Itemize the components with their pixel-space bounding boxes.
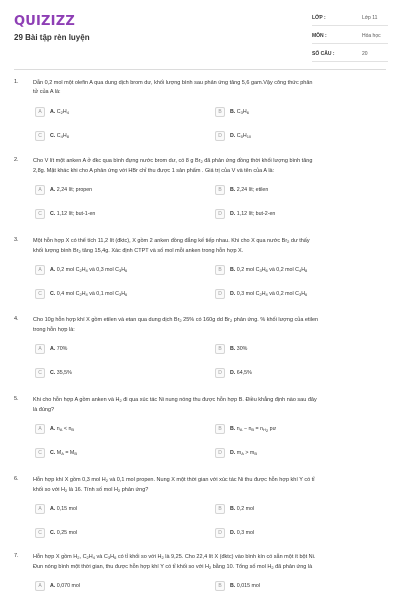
meta-row-class (312, 10, 388, 26)
answer-option-d[interactable] (215, 446, 373, 462)
option-letter-badge: A (35, 344, 45, 354)
answer-option-b[interactable] (215, 263, 373, 279)
answer-option-b[interactable] (215, 342, 373, 358)
question-text (33, 476, 388, 495)
option-text: A. $n_A < n_B$ (50, 426, 75, 432)
question-number: 4. (14, 316, 19, 322)
option-letter-badge: A (35, 504, 45, 514)
option-letter-badge: D (215, 368, 225, 378)
option-text: C. $C_4H_8$ (50, 133, 69, 139)
worksheet-header (0, 0, 400, 68)
option-letter-badge: D (215, 209, 225, 219)
option-text: C. $M_A = M_B$ (50, 450, 77, 456)
option-letter-badge: C (35, 289, 45, 299)
option-letter-badge: A (35, 107, 45, 117)
meta-key: SỐ CÂU : (312, 51, 335, 57)
question-text-line: Khi cho hỗn hợp A gồm anken và $H_2$ đi qua xúc tác Ni nung nóng thu được hỗn hợp B. Điều khẳng định nào sau đây (33, 397, 317, 403)
option-text: A. 0,15 mol (50, 506, 78, 512)
quizizz-logo: QUIZIZZ (14, 14, 75, 29)
answer-option-c[interactable] (35, 366, 193, 382)
answer-option-c[interactable] (35, 526, 193, 542)
question-number: 2. (14, 157, 19, 163)
option-letter-badge: A (35, 581, 45, 591)
option-letter-badge: B (215, 265, 225, 275)
answer-option-d[interactable] (215, 207, 373, 223)
meta-key: LỚP : (312, 15, 326, 21)
option-text: D. $m_A > m_B$ (230, 450, 257, 456)
answer-option-c[interactable] (35, 129, 193, 145)
meta-key: MÔN : (312, 33, 327, 39)
option-text: A. 0,070 mol (50, 583, 81, 589)
question-text (33, 553, 388, 572)
answer-option-a[interactable] (35, 422, 193, 438)
question-text-line: Hỗn hợp X gồm $H_2$, $C_2H_4$ và $C_3H_6$ có tỉ khối so với $H_2$ là 9,25. Cho 22,4 lít X (đktc) vào bình kín có sẵn một ít bột Ni. (33, 554, 316, 560)
option-letter-badge: C (35, 131, 45, 141)
question-text-line: khối so với $H_2$ là 16. Tính số mol $H_2$ phản ứng? (33, 486, 149, 493)
answer-option-d[interactable] (215, 129, 373, 145)
option-text: B. 0,2 mol (230, 506, 255, 512)
question-text-line: Dẫn 0,2 mol một olefin A qua dung dịch brom dư, khối lượng bình sau phản ứng tăng 5,6 gam.Vậy công thức phân (33, 80, 313, 86)
answer-option-c[interactable] (35, 207, 193, 223)
option-letter-badge: A (35, 424, 45, 434)
meta-value: Hóa học (362, 33, 381, 39)
worksheet-title: 29 Bài tập rèn luyện (14, 33, 90, 42)
question-text-line: Hỗn hợp khí X gồm 0,3 mol $H_2$ và 0,1 mol propen. Nung X một thời gian với xúc tác Ni thu được hỗn hợp khí Y có tỉ (33, 477, 315, 483)
option-text: D. 64,5% (230, 370, 252, 376)
question-text-line: 2,8g. Mặt khác khi cho A phản ứng với HBr chỉ thu được 1 sản phẩm . Giá trị của V và tên của A là: (33, 167, 275, 174)
question-text (33, 316, 388, 334)
option-text: D. 0,3 mol $C_2H_4$ và 0,2 mol $C_3H_6$ (230, 291, 308, 297)
question-text (33, 237, 388, 256)
question-text-line: tử của A là: (33, 88, 61, 95)
question-text (33, 157, 388, 175)
meta-value: Lớp 11 (362, 15, 378, 21)
option-text: B. 0,2 mol $C_3H_6$ và 0,2 mol $C_4H_8$ (230, 267, 308, 273)
answer-option-c[interactable] (35, 287, 193, 303)
option-letter-badge: C (35, 528, 45, 538)
answer-option-b[interactable] (215, 422, 373, 438)
question-text (33, 396, 388, 414)
option-text: D. $C_5H_{10}$ (230, 133, 252, 139)
option-letter-badge: B (215, 344, 225, 354)
option-letter-badge: B (215, 185, 225, 195)
question-text-line: là đúng? (33, 406, 55, 413)
question-number: 5. (14, 396, 19, 402)
answer-option-c[interactable] (35, 446, 193, 462)
option-letter-badge: B (215, 581, 225, 591)
answer-option-b[interactable] (215, 502, 373, 518)
answer-option-d[interactable] (215, 366, 373, 382)
answer-option-b[interactable] (215, 105, 373, 121)
option-text: C. 35,5% (50, 370, 72, 376)
question-number: 3. (14, 237, 19, 243)
option-text: B. 0,015 mol (230, 583, 261, 589)
answer-option-a[interactable] (35, 263, 193, 279)
option-text: A. 0,2 mol $C_2H_4$ và 0,3 mol $C_3H_6$ (50, 267, 128, 273)
option-text: D. 1,12 lít; but-2-en (230, 211, 276, 217)
question-text (33, 79, 388, 96)
option-letter-badge: D (215, 448, 225, 458)
option-text: B. 30% (230, 346, 248, 352)
answer-option-a[interactable] (35, 105, 193, 121)
question-text-line: khối lượng bình $Br_2$ tăng 15,4g. Xác định CTPT và số mol mỗi anken trong hỗn hợp X. (33, 247, 244, 254)
meta-row-subject (312, 28, 388, 44)
option-text: A. 70% (50, 346, 68, 352)
option-letter-badge: D (215, 528, 225, 538)
option-letter-badge: A (35, 265, 45, 275)
answer-option-a[interactable] (35, 183, 193, 199)
option-letter-badge: C (35, 209, 45, 219)
option-text: D. 0,3 mol (230, 530, 255, 536)
option-text: A. $C_2H_4$ (50, 109, 69, 115)
option-text: B. $C_3H_6$ (230, 109, 249, 115)
option-letter-badge: D (215, 131, 225, 141)
question-text-line: trong hỗn hợp là: (33, 326, 75, 333)
question-text-line: Cho 10g hỗn hợp khí X gồm etilen và etan qua dung dịch $Br_2$ 25% có 160g dd $Br_2$ phản ứng. % khối lượng của etilen (33, 317, 319, 323)
meta-row-count (312, 46, 388, 62)
answer-option-d[interactable] (215, 287, 373, 303)
option-letter-badge: C (35, 368, 45, 378)
option-letter-badge: D (215, 289, 225, 299)
question-text-line: Cho V lít một anken A ở đkc qua bình đựng nước brom dư, có 8 g $Br_2$ đã phản ứng đồng thời khối lượng bình tăng (33, 158, 313, 164)
answer-option-b[interactable] (215, 579, 373, 595)
question-number: 6. (14, 476, 19, 482)
header-divider (14, 69, 386, 70)
answer-option-d[interactable] (215, 526, 373, 542)
answer-option-a[interactable] (35, 579, 193, 595)
option-text: C. 0,25 mol (50, 530, 78, 536)
option-letter-badge: C (35, 448, 45, 458)
option-text: B. 2,24 lít; etilen (230, 187, 269, 193)
option-letter-badge: A (35, 185, 45, 195)
question-text-line: Một hỗn hợp X có thể tích 11,2 lít (đktc), X gồm 2 anken đồng đẳng kế tiếp nhau. Khi cho X qua nước $Br_2$ dư thấy (33, 238, 310, 244)
question-text-line: Đun nóng bình một thời gian, thu được hỗn hợp khí Y có tỉ khối so với $H_2$ bằng 10. Tổng số mol $H_2$ đã phản ứng là (33, 563, 313, 570)
question-number: 7. (14, 553, 19, 559)
answer-option-a[interactable] (35, 342, 193, 358)
meta-value: 20 (362, 51, 368, 57)
answer-option-b[interactable] (215, 183, 373, 199)
option-letter-badge: B (215, 424, 225, 434)
option-letter-badge: B (215, 504, 225, 514)
option-text: B. $n_A - n_B = n_{H_2}$ pư (230, 426, 277, 433)
option-text: C. 0,4 mol $C_2H_4$ và 0,1 mol $C_3H_6$ (50, 291, 128, 297)
option-text: A. 2,24 lít; propen (50, 187, 93, 193)
answer-option-a[interactable] (35, 502, 193, 518)
question-number: 1. (14, 79, 19, 85)
option-text: C. 1,12 lít; but-1-en (50, 211, 96, 217)
option-letter-badge: B (215, 107, 225, 117)
